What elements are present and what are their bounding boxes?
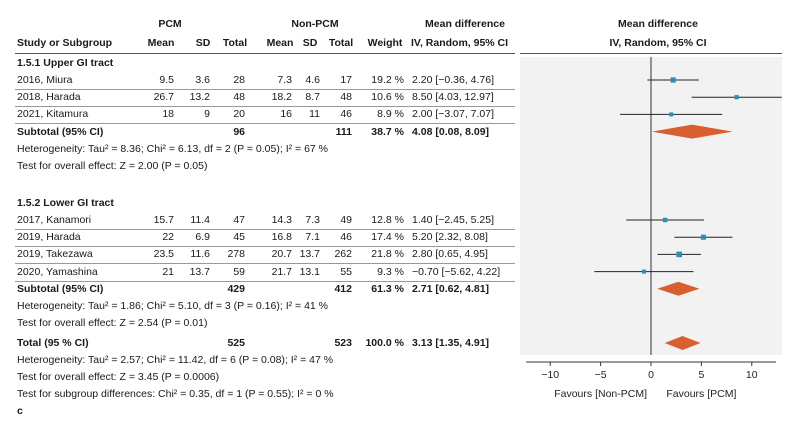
header-sd-nonpcm: SD xyxy=(302,37,318,49)
point-estimate xyxy=(642,270,646,274)
point-estimate xyxy=(701,235,706,240)
weight: 21.8 % xyxy=(371,248,404,261)
weight: 10.6 % xyxy=(371,91,404,104)
point-estimate xyxy=(663,218,668,223)
study-name: 2016, Miura xyxy=(17,74,73,86)
sd-pcm: 6.9 xyxy=(195,231,210,244)
sd-nonpcm: 13.1 xyxy=(299,265,320,278)
header-mean-pcm: Mean xyxy=(147,37,175,49)
total-pcm: 47 xyxy=(233,214,245,226)
mean-nonpcm: 16.8 xyxy=(271,231,292,244)
mean-pcm: 21 xyxy=(162,265,174,278)
total-pcm: 20 xyxy=(233,108,245,121)
sd-pcm: 11.4 xyxy=(190,214,210,226)
sd-nonpcm: 7.3 xyxy=(305,214,320,226)
subtotal-label: Subtotal (95% CI) xyxy=(17,282,104,295)
mean-nonpcm: 20.7 xyxy=(271,248,292,261)
subtotal-total-pcm: 96 xyxy=(233,125,245,138)
mean-difference-ci: 5.20 [2.32, 8.08] xyxy=(412,231,488,244)
mean-difference-ci: −0.70 [−5.62, 4.22] xyxy=(412,265,501,278)
mean-pcm: 15.7 xyxy=(153,214,174,226)
mean-nonpcm: 16 xyxy=(280,108,292,121)
header-non-pcm: Non-PCM xyxy=(291,18,339,30)
total-pcm: 28 xyxy=(233,74,245,86)
mean-difference-ci: 2.00 [−3.07, 7.07] xyxy=(412,108,495,121)
total-nonpcm: 17 xyxy=(340,74,352,86)
study-name: 2019, Takezawa xyxy=(17,248,93,261)
total-nonpcm: 55 xyxy=(340,265,352,278)
header-mean-nonpcm: Mean xyxy=(266,37,294,49)
subtotal-label: Subtotal (95% CI) xyxy=(17,125,104,138)
sd-pcm: 13.2 xyxy=(189,91,210,104)
x-tick-label: 5 xyxy=(698,369,705,381)
sd-pcm: 9 xyxy=(204,108,210,121)
subtotal-total-pcm: 429 xyxy=(227,282,245,295)
study-name: 2020, Yamashina xyxy=(17,265,98,278)
mean-nonpcm: 14.3 xyxy=(271,214,292,226)
point-estimate xyxy=(671,77,676,82)
mean-difference-ci: 2.80 [0.65, 4.95] xyxy=(412,248,488,261)
total-heterogeneity-text: Heterogeneity: Tau² = 2.57; Chi² = 11.42, df = 6 (P = 0.08); I² = 47 % xyxy=(17,354,334,366)
total-nonpcm: 49 xyxy=(340,214,352,226)
header-total-pcm: Total xyxy=(222,37,248,49)
point-estimate xyxy=(735,95,739,99)
heterogeneity-text: Heterogeneity: Tau² = 1.86; Chi² = 5.10, df = 3 (P = 0.16); I² = 41 % xyxy=(17,300,329,312)
panel-label: c xyxy=(17,405,23,417)
total-weight: 100.0 % xyxy=(365,337,404,349)
plot-header-method: IV, Random, 95% CI xyxy=(609,37,707,49)
weight: 8.9 % xyxy=(377,108,404,121)
header-pcm: PCM xyxy=(158,18,182,30)
mean-nonpcm: 7.3 xyxy=(277,74,292,86)
subtotal-total-nonpcm: 412 xyxy=(334,282,352,295)
x-tick-label: −10 xyxy=(541,369,560,381)
sd-nonpcm: 4.6 xyxy=(305,74,320,86)
overall-effect-text: Test for overall effect: Z = 2.54 (P = 0.01) xyxy=(17,317,208,330)
sd-nonpcm: 13.7 xyxy=(299,248,320,261)
sd-pcm: 13.7 xyxy=(189,265,210,278)
study-name: 2018, Harada xyxy=(17,91,81,104)
total-total-nonpcm: 523 xyxy=(334,337,352,349)
mean-difference-ci: 1.40 [−2.45, 5.25] xyxy=(412,214,495,226)
total-ci: 3.13 [1.35, 4.91] xyxy=(412,337,490,349)
total-label: Total (95 % CI) xyxy=(17,337,89,349)
mean-nonpcm: 18.2 xyxy=(271,91,292,104)
total-nonpcm: 46 xyxy=(340,108,352,121)
header-ci-method: IV, Random, 95% CI xyxy=(411,37,509,49)
overall-effect-text: Test for overall effect: Z = 2.00 (P = 0.05) xyxy=(17,160,208,172)
total-pcm: 278 xyxy=(227,248,245,261)
study-name: 2017, Kanamori xyxy=(17,214,92,226)
x-tick-label: −5 xyxy=(594,369,607,381)
subgroup-title: 1.5.2 Lower GI tract xyxy=(17,197,114,209)
total-nonpcm: 46 xyxy=(340,231,352,244)
subtotal-ci: 2.71 [0.62, 4.81] xyxy=(412,282,490,295)
subtotal-ci: 4.08 [0.08, 8.09] xyxy=(412,125,490,138)
x-tick-label: 10 xyxy=(745,369,758,381)
total-pcm: 59 xyxy=(233,265,245,278)
subtotal-weight: 38.7 % xyxy=(371,125,404,138)
weight: 12.8 % xyxy=(371,214,404,226)
weight: 19.2 % xyxy=(371,74,404,86)
header-weight: Weight xyxy=(367,37,403,49)
total-total-pcm: 525 xyxy=(227,337,245,349)
favours-right-label: Favours [PCM] xyxy=(666,388,737,400)
subgroup-differences-text: Test for subgroup differences: Chi² = 0.35, df = 1 (P = 0.55); I² = 0 % xyxy=(17,388,334,400)
header-study: Study or Subgroup xyxy=(17,37,113,49)
heterogeneity-text: Heterogeneity: Tau² = 8.36; Chi² = 6.13, df = 2 (P = 0.05); I² = 67 % xyxy=(17,142,329,155)
weight: 9.3 % xyxy=(377,265,404,278)
header-sd-pcm: SD xyxy=(195,37,211,49)
total-pcm: 48 xyxy=(233,91,245,104)
plot-header-title: Mean difference xyxy=(618,18,698,30)
total-overall-effect-text: Test for overall effect: Z = 3.45 (P = 0.0006) xyxy=(17,371,220,383)
point-estimate xyxy=(669,112,673,116)
total-nonpcm: 48 xyxy=(340,91,352,104)
mean-pcm: 22 xyxy=(162,231,174,244)
total-pcm: 45 xyxy=(233,231,245,244)
subtotal-total-nonpcm: 111 xyxy=(335,125,352,138)
point-estimate xyxy=(676,252,682,258)
weight: 17.4 % xyxy=(371,231,404,244)
x-tick-label: 0 xyxy=(648,369,654,381)
study-name: 2019, Harada xyxy=(17,231,81,244)
total-nonpcm: 262 xyxy=(334,248,352,261)
sd-nonpcm: 11 xyxy=(309,108,320,121)
subgroup-title: 1.5.1 Upper GI tract xyxy=(17,57,114,69)
mean-pcm: 23.5 xyxy=(153,248,174,261)
sd-nonpcm: 8.7 xyxy=(305,91,320,104)
mean-nonpcm: 21.7 xyxy=(271,265,292,278)
mean-pcm: 18 xyxy=(162,108,174,121)
mean-difference-ci: 8.50 [4.03, 12.97] xyxy=(412,91,494,104)
sd-nonpcm: 7.1 xyxy=(305,231,320,244)
header-mean-difference: Mean difference xyxy=(425,18,505,30)
sd-pcm: 11.6 xyxy=(190,248,210,261)
study-name: 2021, Kitamura xyxy=(17,108,89,121)
mean-pcm: 9.5 xyxy=(159,74,174,86)
subtotal-weight: 61.3 % xyxy=(371,282,404,295)
header-total-nonpcm: Total xyxy=(328,37,354,49)
mean-difference-ci: 2.20 [−0.36, 4.76] xyxy=(412,74,495,86)
favours-left-label: Favours [Non-PCM] xyxy=(554,388,648,400)
mean-pcm: 26.7 xyxy=(153,91,174,104)
sd-pcm: 3.6 xyxy=(195,74,210,86)
